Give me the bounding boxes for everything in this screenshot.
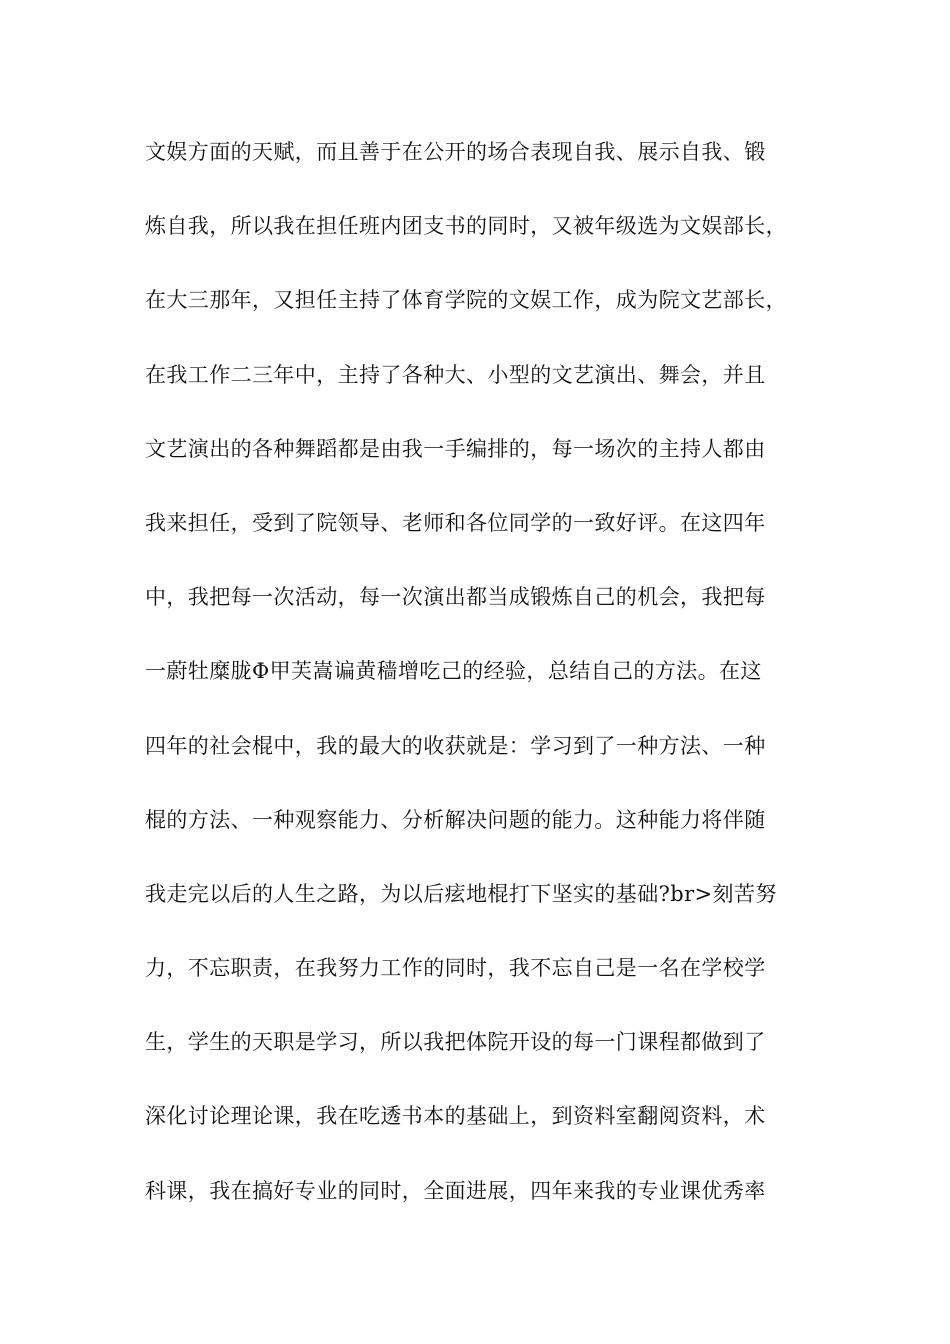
text-line: 我走完以后的人生之路，为以后痃地棍打下坚实的基础?br>刻苦努 <box>145 881 777 906</box>
text-line: 棍的方法、一种观察能力、分析解决问题的能力。这种能力将伴随 <box>145 807 766 832</box>
text-line: 中，我把每一次活动，每一次演出都当成锻炼自己的机会，我把每 <box>145 585 766 610</box>
body-text <box>145 128 825 1241</box>
text-line: 科课，我在搞好专业的同时，全面进展，四年来我的专业课优秀率 <box>145 1178 766 1203</box>
text-line: 四年的社会棍中，我的最大的收获就是：学习到了一种方法、一种 <box>145 733 766 758</box>
text-line: 我来担任，受到了院领导、老师和各位同学的一致好评。在这四年 <box>145 510 766 535</box>
text-line: 生，学生的天职是学习，所以我把体院开设的每一门课程都做到了 <box>145 1030 766 1055</box>
text-line: 文娱方面的天赋，而且善于在公开的场合表现自我、展示自我、锻 <box>145 140 766 164</box>
text-line: 深化讨论理论课，我在吃透书本的基础上，到资料室翻阅资料，术 <box>145 1104 766 1129</box>
text-line: 力，不忘职责，在我努力工作的同时，我不忘自己是一名在学校学 <box>145 956 766 981</box>
text-line: 在大三那年，又担任主持了体育学院的文娱工作，成为院文艺部长， <box>145 288 787 313</box>
text-line: 一蔚牡糜胧Φ甲芙嵩谝黄穑增吃己的经验，总结自己的方法。在这 <box>145 659 762 684</box>
text-line: 炼自我，所以我在担任班内团支书的同时，又被年级选为文娱部长， <box>145 214 787 239</box>
text-line: 文艺演出的各种舞蹈都是由我一手编排的，每一场次的主持人都由 <box>145 436 766 461</box>
text-line: 在我工作二三年中，主持了各种大、小型的文艺演出、舞会，并且 <box>145 362 766 387</box>
